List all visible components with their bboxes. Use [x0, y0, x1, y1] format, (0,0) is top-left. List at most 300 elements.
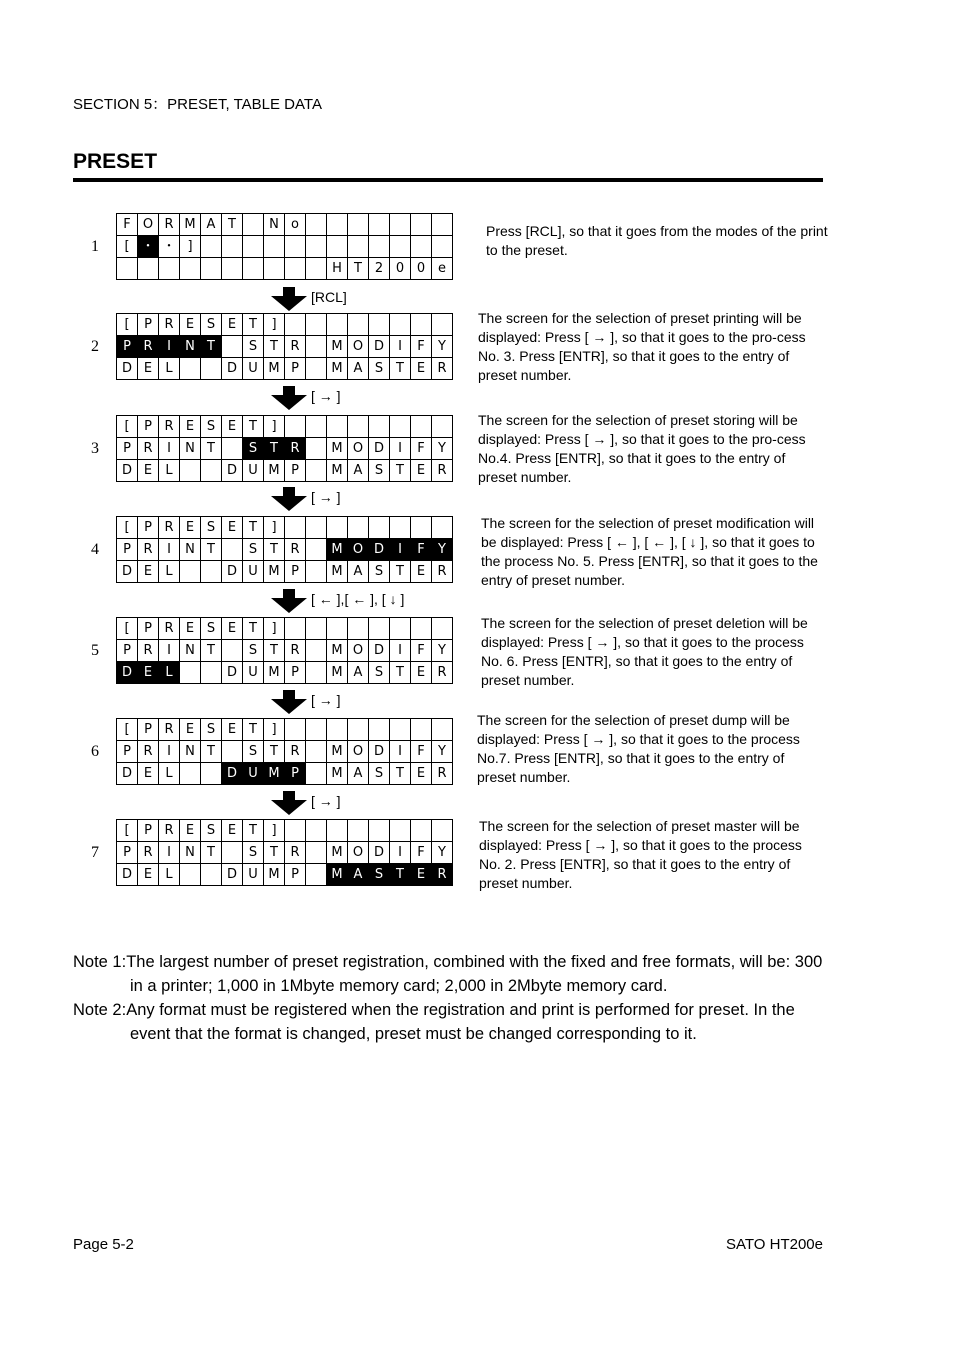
lcd-cell: E: [222, 820, 243, 842]
lcd-cell: [117, 258, 138, 280]
arrow-key-label: [ → ]: [311, 793, 341, 809]
lcd-cell: [306, 460, 327, 482]
lcd-cell: U: [243, 763, 264, 785]
lcd-cell: [411, 517, 432, 539]
lcd-cell: T: [390, 561, 411, 583]
lcd-cell: R: [285, 539, 306, 561]
lcd-cell: D: [369, 640, 390, 662]
lcd-cell: [243, 236, 264, 258]
lcd-cell: [348, 214, 369, 236]
footer-page-number: Page 5-2: [73, 1236, 134, 1253]
lcd-cell: [369, 416, 390, 438]
lcd-cell: [180, 561, 201, 583]
lcd-cell: T: [243, 618, 264, 640]
down-arrow-icon: [270, 487, 308, 511]
flow-arrow: [270, 386, 570, 410]
lcd-cell: [306, 618, 327, 640]
lcd-cell: [222, 539, 243, 561]
lcd-cell: D: [369, 842, 390, 864]
lcd-cell: M: [327, 460, 348, 482]
lcd-cell: M: [264, 763, 285, 785]
lcd-cell: [201, 864, 222, 886]
lcd-cell: M: [180, 214, 201, 236]
lcd-cell: [411, 236, 432, 258]
lcd-cell: L: [159, 662, 180, 684]
lcd-cell: [243, 258, 264, 280]
lcd-cell: S: [243, 640, 264, 662]
lcd-cell: D: [117, 662, 138, 684]
lcd-cell: E: [138, 358, 159, 380]
lcd-cell: Y: [432, 539, 453, 561]
lcd-row: [117, 358, 453, 380]
lcd-cell: [369, 618, 390, 640]
lcd-cell: R: [432, 662, 453, 684]
lcd-cell: [306, 561, 327, 583]
lcd-cell: [306, 640, 327, 662]
lcd-cell: A: [348, 561, 369, 583]
lcd-cell: [: [117, 314, 138, 336]
lcd-cell: [180, 864, 201, 886]
lcd-cell: [: [117, 820, 138, 842]
lcd-cell: I: [159, 539, 180, 561]
lcd-cell: D: [117, 763, 138, 785]
lcd-cell: L: [159, 864, 180, 886]
lcd-cell: P: [117, 539, 138, 561]
lcd-cell: P: [285, 358, 306, 380]
page-title: PRESET: [73, 150, 158, 173]
lcd-cell: [285, 236, 306, 258]
lcd-cell: R: [285, 336, 306, 358]
lcd-cell: [201, 258, 222, 280]
lcd-cell: H: [327, 258, 348, 280]
lcd-cell: M: [264, 460, 285, 482]
lcd-cell: [: [117, 236, 138, 258]
step-number: 3: [91, 440, 99, 457]
lcd-cell: [369, 236, 390, 258]
lcd-cell: R: [432, 864, 453, 886]
lcd-cell: [327, 820, 348, 842]
lcd-cell: O: [138, 214, 159, 236]
lcd-cell: [390, 820, 411, 842]
down-arrow-icon: [270, 690, 308, 714]
lcd-cell: R: [138, 539, 159, 561]
lcd-cell: [432, 517, 453, 539]
lcd-cell: [285, 258, 306, 280]
lcd-cell: R: [432, 561, 453, 583]
lcd-cell: S: [243, 336, 264, 358]
lcd-cell: E: [138, 460, 159, 482]
lcd-cell: [201, 460, 222, 482]
lcd-cell: [264, 236, 285, 258]
lcd-cell: 2: [369, 258, 390, 280]
flow-arrow: [270, 487, 570, 511]
down-arrow-icon: [270, 589, 308, 613]
lcd-cell: I: [390, 842, 411, 864]
lcd-cell: ]: [264, 820, 285, 842]
lcd-cell: I: [159, 741, 180, 763]
lcd-cell: I: [390, 438, 411, 460]
lcd-cell: D: [117, 864, 138, 886]
step-description: Press [RCL], so that it goes from the modes of the print to the preset.: [486, 223, 828, 258]
lcd-cell: O: [348, 539, 369, 561]
step-number: 1: [91, 238, 99, 255]
lcd-cell: N: [180, 438, 201, 460]
lcd-cell: [285, 618, 306, 640]
lcd-cell: I: [159, 842, 180, 864]
lcd-cell: T: [243, 314, 264, 336]
lcd-cell: E: [180, 820, 201, 842]
lcd-cell: [201, 662, 222, 684]
lcd-display-grid: [116, 718, 453, 785]
lcd-cell: D: [369, 539, 390, 561]
lcd-cell: T: [222, 214, 243, 236]
lcd-row: [117, 640, 453, 662]
lcd-cell: U: [243, 561, 264, 583]
lcd-cell: E: [138, 763, 159, 785]
down-arrow-icon: [270, 386, 308, 410]
lcd-row: [117, 236, 453, 258]
lcd-cell: T: [264, 640, 285, 662]
lcd-cell: F: [411, 741, 432, 763]
lcd-cell: R: [138, 640, 159, 662]
step-description: The screen for the selection of preset deletion will be displayed: Press [ → ], so that it goes to the process No. 6. Press [ENTR], so that it goes to the entry of preset number.: [481, 615, 808, 688]
lcd-cell: E: [138, 662, 159, 684]
lcd-cell: [306, 438, 327, 460]
lcd-cell: [411, 416, 432, 438]
lcd-cell: T: [390, 864, 411, 886]
lcd-cell: ]: [180, 236, 201, 258]
lcd-cell: D: [222, 763, 243, 785]
lcd-cell: T: [264, 438, 285, 460]
lcd-cell: Y: [432, 640, 453, 662]
lcd-cell: R: [432, 460, 453, 482]
lcd-cell: e: [432, 258, 453, 280]
lcd-cell: D: [222, 358, 243, 380]
lcd-row: [117, 416, 453, 438]
lcd-cell: S: [243, 438, 264, 460]
lcd-cell: [285, 517, 306, 539]
lcd-cell: U: [243, 358, 264, 380]
step-number: 2: [91, 338, 99, 355]
lcd-display-grid: [116, 313, 453, 380]
lcd-cell: [159, 258, 180, 280]
lcd-cell: [201, 763, 222, 785]
lcd-cell: F: [117, 214, 138, 236]
lcd-cell: [411, 214, 432, 236]
lcd-cell: P: [285, 460, 306, 482]
lcd-cell: S: [243, 741, 264, 763]
lcd-cell: N: [180, 741, 201, 763]
lcd-cell: R: [138, 438, 159, 460]
lcd-cell: E: [411, 864, 432, 886]
notes: [73, 950, 833, 1046]
lcd-cell: F: [411, 539, 432, 561]
lcd-cell: R: [432, 763, 453, 785]
lcd-cell: M: [327, 864, 348, 886]
flow-arrow: [270, 589, 570, 613]
lcd-cell: M: [264, 358, 285, 380]
lcd-cell: S: [201, 719, 222, 741]
lcd-cell: E: [180, 517, 201, 539]
lcd-cell: [327, 618, 348, 640]
lcd-cell: ]: [264, 719, 285, 741]
lcd-cell: [348, 314, 369, 336]
lcd-cell: T: [348, 258, 369, 280]
lcd-cell: A: [348, 358, 369, 380]
lcd-cell: P: [117, 741, 138, 763]
lcd-cell: M: [327, 561, 348, 583]
lcd-cell: M: [327, 741, 348, 763]
lcd-cell: 0: [411, 258, 432, 280]
lcd-cell: [180, 763, 201, 785]
lcd-cell: D: [369, 438, 390, 460]
lcd-cell: R: [159, 618, 180, 640]
lcd-cell: E: [222, 314, 243, 336]
step-description: The screen for the selection of preset storing will be displayed: Press [ → ], so that it goes to the pro-cess No.4. Press [ENTR], so that it goes to the entry of preset number.: [478, 412, 806, 485]
lcd-cell: M: [327, 640, 348, 662]
lcd-cell: P: [138, 517, 159, 539]
lcd-cell: T: [390, 358, 411, 380]
lcd-cell: [285, 719, 306, 741]
lcd-cell: [306, 358, 327, 380]
lcd-cell: M: [327, 358, 348, 380]
lcd-cell: [327, 416, 348, 438]
lcd-cell: D: [222, 864, 243, 886]
lcd-cell: I: [390, 539, 411, 561]
lcd-row: [117, 214, 453, 236]
lcd-cell: [180, 662, 201, 684]
lcd-cell: D: [222, 662, 243, 684]
lcd-cell: [390, 214, 411, 236]
lcd-cell: P: [117, 336, 138, 358]
lcd-cell: I: [390, 336, 411, 358]
lcd-cell: P: [138, 416, 159, 438]
lcd-cell: T: [390, 662, 411, 684]
lcd-cell: R: [138, 741, 159, 763]
lcd-cell: E: [180, 618, 201, 640]
lcd-cell: Y: [432, 842, 453, 864]
lcd-cell: [180, 358, 201, 380]
lcd-cell: A: [348, 864, 369, 886]
lcd-cell: R: [138, 336, 159, 358]
lcd-cell: [222, 438, 243, 460]
lcd-cell: ]: [264, 517, 285, 539]
lcd-cell: R: [432, 358, 453, 380]
lcd-cell: [327, 236, 348, 258]
lcd-cell: P: [138, 314, 159, 336]
lcd-cell: [306, 517, 327, 539]
lcd-row: [117, 662, 453, 684]
lcd-cell: [180, 460, 201, 482]
arrow-key-label: [ → ]: [311, 692, 341, 708]
lcd-cell: R: [285, 438, 306, 460]
lcd-cell: [222, 336, 243, 358]
lcd-cell: [306, 763, 327, 785]
lcd-cell: P: [285, 662, 306, 684]
lcd-cell: P: [117, 640, 138, 662]
note-1: Note 1:The largest number of preset registration, combined with the fixed and free formats, will be: 300 in a printer; 1,000 in 1Mbyte memory card; 2,000 in 2Mbyte memory card.: [73, 953, 823, 995]
step-number: 5: [91, 642, 99, 659]
lcd-cell: F: [411, 336, 432, 358]
lcd-cell: M: [327, 842, 348, 864]
lcd-cell: [369, 820, 390, 842]
arrow-key-label: [RCL]: [311, 289, 347, 305]
lcd-cell: I: [159, 336, 180, 358]
lcd-cell: D: [369, 336, 390, 358]
step-number: 4: [91, 541, 99, 558]
lcd-cell: [390, 517, 411, 539]
lcd-cell: T: [201, 336, 222, 358]
lcd-row: [117, 561, 453, 583]
lcd-cell: E: [180, 416, 201, 438]
lcd-cell: R: [138, 842, 159, 864]
lcd-cell: [285, 820, 306, 842]
lcd-cell: M: [264, 561, 285, 583]
lcd-cell: ・: [159, 236, 180, 258]
lcd-cell: A: [201, 214, 222, 236]
lcd-cell: T: [390, 763, 411, 785]
lcd-cell: [306, 539, 327, 561]
lcd-cell: [201, 236, 222, 258]
lcd-cell: [: [117, 517, 138, 539]
lcd-cell: P: [117, 842, 138, 864]
lcd-cell: [432, 214, 453, 236]
lcd-cell: D: [369, 741, 390, 763]
lcd-row: [117, 314, 453, 336]
lcd-cell: [222, 236, 243, 258]
lcd-cell: P: [285, 864, 306, 886]
lcd-cell: R: [285, 741, 306, 763]
lcd-cell: [306, 314, 327, 336]
lcd-cell: ・: [138, 236, 159, 258]
lcd-cell: [390, 719, 411, 741]
lcd-cell: P: [138, 820, 159, 842]
lcd-cell: I: [159, 640, 180, 662]
lcd-cell: [285, 314, 306, 336]
lcd-cell: 0: [390, 258, 411, 280]
down-arrow-icon: [270, 791, 308, 815]
lcd-cell: N: [180, 640, 201, 662]
lcd-cell: L: [159, 561, 180, 583]
step-number: 7: [91, 844, 99, 861]
arrow-key-label: [ → ]: [311, 489, 341, 505]
section-header: SECTION 5：PRESET, TABLE DATA: [73, 96, 322, 113]
lcd-cell: [390, 236, 411, 258]
lcd-cell: R: [285, 842, 306, 864]
step-description: The screen for the selection of preset printing will be displayed: Press [ → ], so that it goes to the pro-cess No. 3. Press [ENTR], so that it goes to the entry of preset number.: [478, 310, 806, 383]
lcd-cell: [306, 741, 327, 763]
lcd-cell: P: [138, 618, 159, 640]
lcd-cell: D: [117, 358, 138, 380]
step-description: The screen for the selection of preset modification will be displayed: Press [ ← ], [ ← ], [ ↓ ], so that it goes to the process No. 5. Press [ENTR], so that it goes to the entry of preset number.: [481, 515, 818, 588]
lcd-cell: E: [138, 864, 159, 886]
lcd-cell: E: [222, 719, 243, 741]
lcd-cell: N: [264, 214, 285, 236]
down-arrow-icon: [270, 287, 308, 311]
lcd-cell: D: [117, 561, 138, 583]
lcd-cell: S: [369, 763, 390, 785]
lcd-cell: T: [264, 842, 285, 864]
lcd-cell: D: [222, 561, 243, 583]
lcd-row: [117, 539, 453, 561]
lcd-cell: S: [369, 358, 390, 380]
lcd-cell: [138, 258, 159, 280]
lcd-cell: [222, 741, 243, 763]
lcd-cell: F: [411, 842, 432, 864]
lcd-cell: S: [243, 842, 264, 864]
flow-arrow: [270, 791, 570, 815]
lcd-cell: [306, 416, 327, 438]
lcd-cell: [201, 561, 222, 583]
lcd-cell: O: [348, 842, 369, 864]
lcd-cell: ]: [264, 314, 285, 336]
lcd-row: [117, 763, 453, 785]
lcd-cell: T: [201, 842, 222, 864]
lcd-cell: E: [222, 517, 243, 539]
step-number: 6: [91, 743, 99, 760]
lcd-cell: [306, 236, 327, 258]
lcd-cell: [348, 416, 369, 438]
step-description: The screen for the selection of preset dump will be displayed: Press [ → ], so that it goes to the process No.7. Press [ENTR], so that it goes to the entry of preset number.: [477, 712, 800, 785]
lcd-display-grid: [116, 617, 453, 684]
lcd-cell: [306, 336, 327, 358]
lcd-cell: [348, 236, 369, 258]
lcd-cell: [327, 719, 348, 741]
lcd-cell: F: [411, 640, 432, 662]
lcd-cell: Y: [432, 438, 453, 460]
lcd-display-grid: [116, 819, 453, 886]
footer-product-name: SATO HT200e: [726, 1236, 823, 1253]
lcd-cell: S: [369, 561, 390, 583]
step-description: The screen for the selection of preset master will be displayed: Press [ → ], so that it goes to the process No. 2. Press [ENTR], so that it goes to the entry of preset number.: [479, 818, 802, 891]
lcd-cell: [348, 517, 369, 539]
lcd-cell: L: [159, 460, 180, 482]
lcd-cell: M: [327, 539, 348, 561]
lcd-cell: T: [243, 719, 264, 741]
lcd-cell: E: [411, 662, 432, 684]
lcd-cell: [222, 842, 243, 864]
lcd-cell: R: [159, 820, 180, 842]
lcd-cell: R: [159, 314, 180, 336]
note-2: Note 2:Any format must be registered when the registration and print is performed for preset. In the event that the format is changed, preset must be changed corresponding to it.: [73, 1001, 795, 1043]
lcd-cell: N: [180, 539, 201, 561]
lcd-cell: [411, 618, 432, 640]
lcd-cell: T: [264, 539, 285, 561]
lcd-cell: N: [180, 842, 201, 864]
lcd-cell: S: [369, 662, 390, 684]
lcd-cell: [306, 842, 327, 864]
lcd-cell: [306, 662, 327, 684]
lcd-cell: [390, 618, 411, 640]
lcd-row: [117, 820, 453, 842]
lcd-cell: D: [117, 460, 138, 482]
lcd-cell: [348, 820, 369, 842]
lcd-cell: P: [138, 719, 159, 741]
lcd-cell: T: [243, 416, 264, 438]
lcd-cell: T: [243, 820, 264, 842]
arrow-key-label: [ ← ],[ ← ], [ ↓ ]: [311, 591, 405, 607]
lcd-cell: M: [327, 438, 348, 460]
lcd-display-grid: [116, 213, 453, 280]
lcd-cell: R: [285, 640, 306, 662]
lcd-cell: [369, 214, 390, 236]
lcd-cell: S: [369, 460, 390, 482]
lcd-cell: S: [201, 618, 222, 640]
lcd-cell: [306, 864, 327, 886]
lcd-cell: [306, 820, 327, 842]
lcd-cell: A: [348, 763, 369, 785]
lcd-cell: [201, 358, 222, 380]
